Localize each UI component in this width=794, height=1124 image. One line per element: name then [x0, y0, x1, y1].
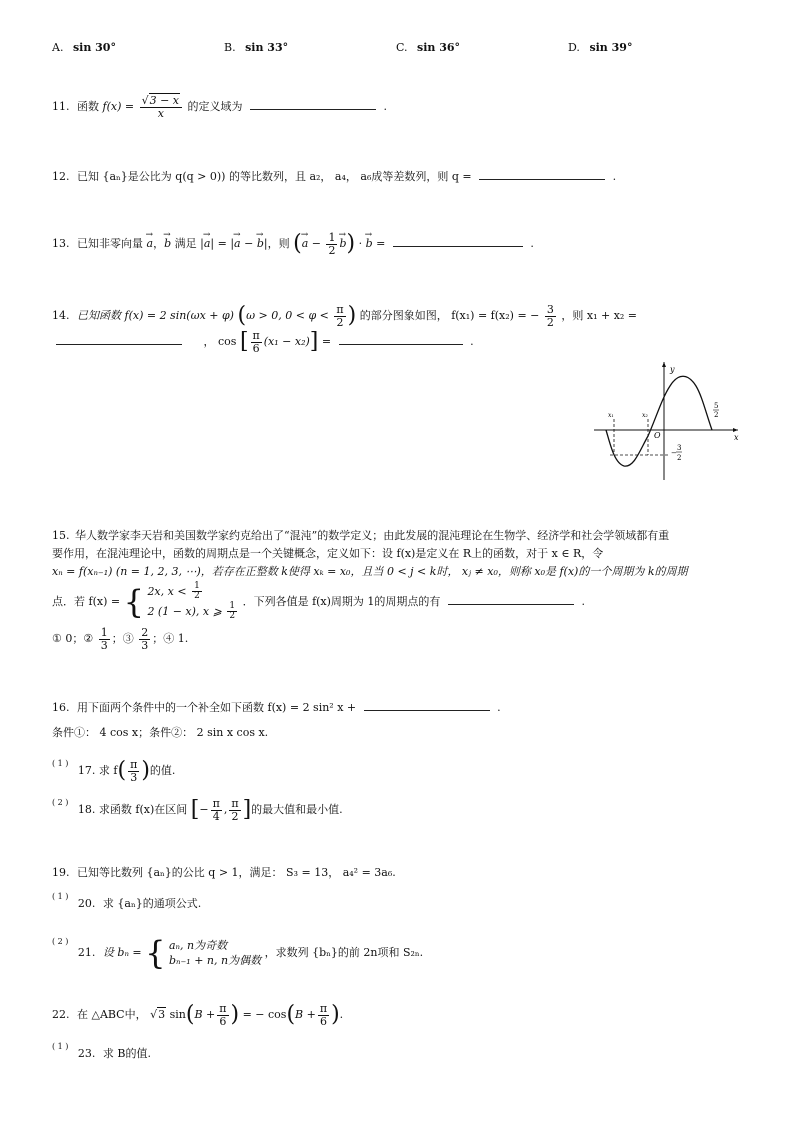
q21-cases: aₙ, n为奇数 bₙ₋₁ + n, n为偶数: [169, 938, 262, 967]
q11-fraction: $\frac{√3 - x}{x}$: [140, 95, 182, 119]
q18-mark: ( 2 ): [52, 798, 69, 807]
origin-label: O: [654, 431, 661, 440]
q19-text: 已知等比数列 {aₙ}的公比 q > 1，满足： S₃ = 13， a₄² = 3a₆.: [77, 866, 396, 879]
q13-end: .: [530, 237, 534, 250]
q15-line1: 华人数学家李天岩和美国数学家约克给出了“混沌”的数学定义；由此发展的混沌理论在生物学、经济学和社会学领域都有重: [75, 529, 670, 542]
q14-eq: =: [321, 335, 332, 348]
q11-func: f(x) =: [102, 100, 135, 113]
option-a: [52, 41, 116, 54]
q13-half: $\frac{1}{2}$: [328, 230, 336, 257]
q11-frac-den: x: [157, 106, 164, 120]
q20-number: 20.: [77, 897, 96, 910]
question-15-line1: [52, 527, 669, 543]
q15-line3: xₙ = f(xₙ₋₁) (n = 1, 2, 3, ⋯)，若存在正整数 k使得 xₖ = x₀，且当 0 < j < k时， xⱼ ≠ x₀，则称 x₀是 f(x)的一个周期为 k的周期: [52, 565, 688, 578]
q20-mark: ( 1 ): [52, 892, 69, 901]
question-21: $^{( 2 )}$ 21. 设 bₙ = { aₙ, n为奇数 bₙ₋₁ + n, n为偶数 ，求数列 {bₙ}的前 2n项和 S₂ₙ.: [52, 934, 424, 972]
q21-a: 设 bₙ =: [102, 946, 142, 959]
q14-line1b: 的部分图象如图， f(x₁) = f(x₂) = −: [359, 309, 540, 322]
q13-abs-diff: |→ a − → b|: [230, 237, 267, 250]
q14-graph-figure: [592, 358, 742, 484]
q12-number: 12.: [52, 170, 70, 183]
q15-choices-a: ① 0；②: [52, 632, 94, 645]
five-label: 5: [714, 402, 719, 410]
q16-cond: 条件①： 4 cos x；条件②： 2 sin x cos x.: [52, 726, 269, 739]
q16-number: 16.: [52, 701, 70, 714]
q15-choices-c: ；④ 1.: [152, 632, 189, 645]
question-19: [52, 864, 396, 880]
q22-sqrt3: 3: [158, 1008, 166, 1021]
q14-pi-over-6: $\frac{\pi}{6}$: [252, 328, 260, 355]
q23-mark: ( 1 ): [52, 1042, 69, 1051]
q15-number: 15.: [52, 529, 70, 542]
q12-answer-blank[interactable]: [479, 168, 605, 180]
q18-a: 求函数 f(x)在区间: [98, 803, 188, 816]
option-c-text: sin 36°: [417, 41, 461, 54]
q13-number: 13.: [52, 237, 70, 250]
question-15-line2: [52, 545, 603, 561]
question-22: 22. 在 △ABC中， √3 sin(B + $\frac{\pi}{6}$ ) = − cos(B + $\frac{\pi}{6}$ ).: [52, 1001, 344, 1028]
q22-mid: = − cos: [242, 1008, 287, 1021]
option-d: [568, 41, 632, 54]
q20-text: 求 {aₙ}的通项公式.: [102, 897, 202, 910]
q21-mark: ( 2 ): [52, 937, 69, 946]
q14-number: 14.: [52, 309, 70, 322]
q14-answer-blank-1[interactable]: [56, 333, 182, 345]
q22-sin: sin: [169, 1008, 186, 1021]
option-c: [396, 41, 460, 54]
q14-cos: cos: [218, 335, 237, 348]
q17-a: 求 f: [98, 764, 118, 777]
neg-label: −: [671, 449, 677, 457]
q22-end: .: [339, 1008, 344, 1021]
question-18: $^{( 2 )}$ 18. 求函数 f(x)在区间 [− $\frac{\pi}{4}$ , $\frac{\pi}{2}$ ]的最大值和最小值.: [52, 796, 343, 823]
q13-vec-b: → b: [164, 230, 171, 258]
q15-line4b: ．下列各值是 f(x)周期为 1的周期点的有: [242, 594, 441, 608]
question-15-line3: [52, 563, 688, 579]
x-axis-arrow: [733, 428, 738, 432]
q17-b: 的值.: [149, 764, 176, 777]
question-16: [52, 699, 501, 715]
q13-text2: 满足: [174, 237, 197, 250]
q14-cond: ω > 0, 0 < φ <: [246, 309, 329, 322]
two-label: 2: [714, 411, 719, 419]
q13-vec-a: → a: [147, 230, 154, 258]
q15-end: .: [581, 594, 585, 608]
question-15-line4: 点．若 f(x) = { 2x, x < $\frac{1}{2}$ 2 (1 − x), x ⩾ $\frac{1}{2}$ ．下列各值是 f(x)周期为 1的周期点的有 .: [52, 581, 585, 622]
question-14-line1: 14. 已知函数 f(x) = 2 sin(ωx + φ) (ω > 0, 0 < φ < $\frac{\pi}{2}$ ) 的部分图象如图， f(x₁) = f(x₂) = − $\frac{3}{2}$ ，则 x₁ + x₂ =: [52, 302, 638, 329]
question-13: 13. 已知非零向量 → a，→ b 满足 |→ a| = |→ a − → b|，则 (→ a − $\frac{1}{2}$ → b) · → b = .: [52, 230, 534, 258]
q14-arg: (x₁ − x₂): [263, 335, 310, 348]
q18-b: 的最大值和最小值.: [251, 803, 343, 816]
question-14-line2: ， cos [ $\frac{\pi}{6}$ (x₁ − x₂)] = .: [52, 328, 474, 356]
q23-number: 23.: [77, 1047, 96, 1060]
q11-number: 11.: [52, 100, 70, 113]
question-16-conditions: [52, 724, 268, 740]
q22-number: 22.: [52, 1008, 70, 1021]
option-d-letter: D.: [568, 41, 580, 54]
q19-number: 19.: [52, 866, 70, 879]
question-11: [52, 93, 387, 121]
y-label: y: [670, 365, 675, 374]
q18-number: 18.: [77, 803, 96, 816]
q14-line1a: 已知函数 f(x) = 2 sin(ωx + φ): [77, 309, 234, 322]
q11-lead: 函数: [77, 100, 99, 113]
q15-cases: 2x, x < $\frac{1}{2}$ 2 (1 − x), x ⩾ $\frac{1}{2}$: [147, 581, 236, 622]
q15-answer-blank[interactable]: [448, 593, 574, 605]
option-d-text: sin 39°: [589, 41, 633, 54]
q13-sep: ，: [153, 237, 165, 250]
q14-three-halves: $\frac{3}{2}$: [546, 302, 554, 329]
q17-mark: ( 1 ): [52, 759, 69, 768]
q14-answer-blank-2[interactable]: [339, 333, 463, 345]
q13-text1: 已知非零向量: [77, 237, 143, 250]
q22-a: 在 △ABC中，: [77, 1008, 147, 1021]
q14-end: .: [470, 335, 474, 348]
two-label-lower: 2: [677, 454, 682, 462]
q21-b: ，求数列 {bₙ}的前 2n项和 S₂ₙ.: [264, 946, 424, 959]
q11-end: .: [383, 100, 388, 113]
q13-lparen: (: [293, 231, 302, 256]
q14-pi-over-2: $\frac{\pi}{2}$: [336, 302, 344, 329]
y-axis-arrow: [662, 362, 666, 367]
q23-text: 求 B的值.: [102, 1047, 151, 1060]
option-b-letter: B.: [224, 41, 236, 54]
question-12: [52, 168, 616, 184]
q15-line4a: 点．若 f(x) =: [52, 594, 121, 608]
q13-answer-blank[interactable]: [393, 235, 523, 247]
option-c-letter: C.: [396, 41, 408, 54]
q16-text: 用下面两个条件中的一个补全如下函数 f(x) = 2 sin² x +: [77, 701, 357, 714]
q12-end: .: [612, 170, 617, 183]
q13-eq: ，则: [267, 237, 290, 250]
q13-rparen: ): [346, 231, 356, 256]
q13-dot: ·: [358, 237, 363, 250]
q15-line2: 要作用，在混沌理论中，函数的周期点是一个关键概念，定义如下：设 f(x)是定义在 R上的函数，对于 x ∈ R，令: [52, 547, 604, 560]
option-b-text: sin 33°: [245, 41, 289, 54]
question-20: [52, 892, 201, 911]
q11-frac-num: 3 − x: [149, 93, 180, 107]
q14-comma: ，: [203, 335, 215, 348]
option-a-letter: A.: [52, 41, 64, 54]
x1-label: x₁: [608, 412, 614, 419]
option-a-text: sin 30°: [72, 41, 116, 54]
x2-label: x₂: [642, 412, 648, 419]
q21-number: 21.: [77, 946, 96, 959]
q13-eq2: =: [376, 237, 386, 250]
x-label: x: [734, 433, 739, 442]
q13-abs-a: |→ a|: [200, 237, 214, 250]
q15-choices-b: ；③: [111, 632, 134, 645]
question-15-choices: ① 0；② $\frac{1}{3}$ ；③ $\frac{2}{3}$ ；④ 1.: [52, 625, 189, 652]
q16-end: .: [497, 701, 501, 714]
q11-answer-blank[interactable]: [250, 98, 376, 110]
three-label: 3: [677, 444, 682, 452]
option-b: [224, 41, 288, 54]
q14-line1c: ，则 x₁ + x₂ =: [561, 309, 638, 322]
q12-text: 已知 {aₙ}是公比为 q(q > 0)) 的等比数列，且 a₂， a₄， a₆成等差数列，则 q =: [77, 170, 472, 183]
q16-answer-blank[interactable]: [364, 699, 490, 711]
q11-tail: 的定义域为: [187, 100, 243, 113]
question-17: $^{( 1 )}$ 17. 求 f( $\frac{\pi}{3}$ )的值.: [52, 757, 176, 784]
question-23: [52, 1042, 151, 1061]
sine-curve: [606, 376, 712, 466]
q17-number: 17.: [77, 764, 96, 777]
